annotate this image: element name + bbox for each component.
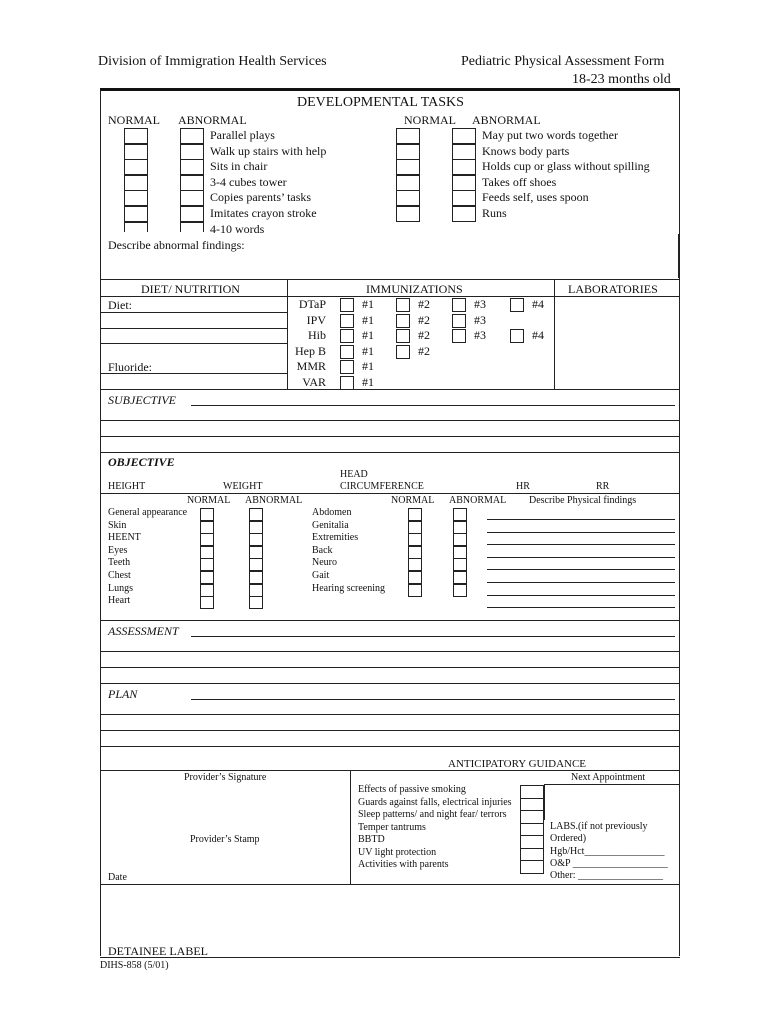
detainee-label: DETAINEE LABEL — [108, 944, 209, 958]
normal-checkbox[interactable] — [396, 175, 420, 191]
objective-bottom-rule — [100, 620, 680, 621]
dose-checkbox[interactable] — [340, 314, 354, 328]
dev-task-label: 4-10 words — [210, 221, 265, 236]
assessment-label: ASSESSMENT — [108, 624, 179, 638]
dev-task-label: Sits in chair — [210, 159, 268, 174]
plan-line[interactable] — [100, 746, 680, 747]
abnormal-checkbox[interactable] — [180, 222, 204, 232]
abnormal-checkbox[interactable] — [180, 144, 204, 160]
dose-label: #3 — [474, 328, 486, 342]
plan-line[interactable] — [100, 730, 680, 731]
vaccine-label: Hep B — [295, 343, 326, 358]
abnormal-checkbox[interactable] — [180, 159, 204, 175]
abnormal-checkbox[interactable] — [452, 128, 476, 144]
findings-line[interactable] — [487, 519, 675, 520]
plan-label: PLAN — [108, 687, 138, 701]
exam-item-label: Abdomen — [312, 507, 352, 518]
appointment-rule — [544, 784, 679, 785]
diet-label: Diet: — [108, 298, 132, 312]
diet-title: DIET/ NUTRITION — [141, 282, 240, 296]
form-title: Pediatric Physical Assessment Form — [461, 54, 665, 69]
dose-checkbox[interactable] — [340, 298, 354, 312]
normal-checkbox[interactable] — [408, 584, 422, 597]
subjective-top-rule — [100, 389, 680, 390]
dose-label: #2 — [418, 328, 430, 342]
dose-label: #4 — [532, 328, 544, 342]
abnormal-checkbox[interactable] — [452, 159, 476, 175]
exam-item-label: Back — [312, 544, 333, 556]
normal-checkbox[interactable] — [124, 222, 148, 232]
abnormal-checkbox[interactable] — [249, 521, 263, 534]
dev-abnormal-right: ABNORMAL — [472, 113, 541, 127]
diet-line — [100, 312, 287, 313]
height-label: HEIGHT — [108, 481, 146, 492]
abnormal-checkbox[interactable] — [249, 584, 263, 597]
exam-item-label: Eyes — [108, 544, 128, 556]
abnormal-checkbox[interactable] — [249, 546, 263, 559]
age-range: 18-23 months old — [572, 72, 671, 87]
circumference-label: CIRCUMFERENCE — [340, 481, 424, 492]
dev-task-label: Walk up stairs with help — [210, 143, 327, 158]
plan-line[interactable] — [191, 699, 675, 700]
subjective-label: SUBJECTIVE — [108, 393, 176, 407]
lab-item-label: Other: _________________ — [550, 870, 664, 882]
bottom-mid-rule — [100, 884, 680, 885]
agency-name: Division of Immigration Health Services — [98, 54, 327, 69]
dose-label: #2 — [418, 297, 430, 311]
vitals-rule — [100, 493, 680, 494]
dose-label: #1 — [362, 297, 374, 311]
dose-checkbox[interactable] — [452, 314, 466, 328]
dev-abnormal-left: ABNORMAL — [178, 113, 247, 127]
subjective-line[interactable] — [100, 420, 680, 421]
exam-item-label: Neuro — [312, 557, 337, 569]
plan-line[interactable] — [100, 714, 680, 715]
frame-right — [679, 90, 680, 956]
normal-checkbox[interactable] — [124, 175, 148, 191]
normal-checkbox[interactable] — [408, 571, 422, 584]
guidance-item-label: UV light protection — [358, 846, 437, 858]
dev-title: DEVELOPMENTAL TASKS — [297, 95, 464, 110]
dose-checkbox[interactable] — [396, 314, 410, 328]
abnormal-checkbox[interactable] — [452, 144, 476, 160]
normal-checkbox[interactable] — [200, 546, 214, 559]
obj-abnormal-left: ABNORMAL — [245, 495, 303, 506]
abnormal-checkbox[interactable] — [180, 190, 204, 206]
diet-line — [100, 328, 287, 329]
subjective-line[interactable] — [191, 405, 675, 406]
normal-checkbox[interactable] — [200, 584, 214, 597]
abnormal-findings-label: Describe abnormal findings: — [108, 238, 245, 252]
normal-checkbox[interactable] — [124, 159, 148, 175]
dev-bottom-rule — [100, 279, 680, 280]
provider-signature-label: Provider’s Signature — [184, 772, 267, 783]
normal-checkbox[interactable] — [200, 521, 214, 534]
dev-task-label: May put two words together — [482, 128, 618, 142]
normal-checkbox[interactable] — [408, 533, 422, 546]
rr-label: RR — [596, 481, 610, 492]
hr-label: HR — [516, 481, 530, 492]
dev-normal-left: NORMAL — [108, 113, 161, 127]
provider-stamp-label: Provider’s Stamp — [190, 834, 260, 845]
vaccine-label: MMR — [296, 359, 326, 373]
vaccine-label: VAR — [302, 374, 326, 389]
dose-label: #1 — [362, 359, 374, 373]
findings-line[interactable] — [487, 532, 675, 533]
dev-task-label: Feeds self, uses spoon — [482, 190, 589, 205]
abnormal-checkbox[interactable] — [453, 521, 467, 534]
dose-checkbox[interactable] — [510, 298, 524, 312]
findings-line[interactable] — [487, 595, 675, 596]
normal-checkbox[interactable] — [124, 206, 148, 222]
normal-checkbox[interactable] — [408, 546, 422, 559]
normal-checkbox[interactable] — [200, 508, 214, 521]
abnormal-checkbox[interactable] — [453, 584, 467, 597]
diet-header-rule — [100, 296, 680, 297]
guidance-item-label: Effects of passive smoking — [358, 784, 466, 795]
abnormal-checkbox[interactable] — [180, 206, 204, 222]
dev-task-label: Parallel plays — [210, 128, 275, 142]
dose-label: #2 — [418, 343, 430, 358]
obj-normal-left: NORMAL — [187, 495, 231, 506]
dose-label: #3 — [474, 297, 486, 311]
normal-checkbox[interactable] — [408, 508, 422, 521]
vaccine-label: DTaP — [298, 297, 326, 311]
dose-checkbox[interactable] — [396, 329, 410, 343]
normal-checkbox[interactable] — [396, 128, 420, 144]
abnormal-checkbox[interactable] — [453, 558, 467, 571]
lab-item-label: LABS.(if not previously — [550, 821, 648, 832]
normal-checkbox[interactable] — [200, 533, 214, 546]
fluoride-label: Fluoride: — [108, 360, 152, 374]
dose-label: #1 — [362, 343, 374, 358]
fluoride-line — [100, 373, 287, 374]
lab-item-label: Ordered) — [550, 833, 587, 845]
dev-task-label: Imitates crayon stroke — [210, 206, 317, 220]
normal-checkbox[interactable] — [200, 558, 214, 571]
exam-item-label: HEENT — [108, 532, 141, 544]
abnormal-checkbox[interactable] — [453, 533, 467, 546]
assessment-line[interactable] — [191, 636, 675, 637]
dev-task-label: 3-4 cubes tower — [210, 174, 287, 189]
dev-normal-right: NORMAL — [404, 113, 457, 127]
bottom-rule — [100, 957, 680, 958]
abnormal-checkbox[interactable] — [180, 128, 204, 144]
dose-checkbox[interactable] — [452, 298, 466, 312]
dose-checkbox[interactable] — [340, 345, 354, 359]
signature-divider — [350, 770, 351, 884]
dev-task-label: Takes off shoes — [482, 174, 557, 189]
labs-divider — [554, 280, 555, 389]
normal-checkbox[interactable] — [124, 128, 148, 144]
findings-line[interactable] — [487, 557, 675, 558]
guidance-checkbox[interactable] — [520, 860, 544, 874]
obj-normal-right: NORMAL — [391, 495, 435, 506]
guidance-item-label: Sleep patterns/ and night fear/ terrors — [358, 809, 507, 820]
diet-divider — [287, 280, 288, 389]
appointment-left-edge — [544, 784, 545, 820]
dose-label: #1 — [362, 328, 374, 342]
exam-item-label: General appearance — [108, 507, 188, 518]
abnormal-checkbox[interactable] — [452, 206, 476, 222]
normal-checkbox[interactable] — [396, 206, 420, 222]
head-label: HEAD — [340, 469, 368, 480]
normal-checkbox[interactable] — [124, 144, 148, 160]
dev-task-label: Knows body parts — [482, 143, 570, 158]
dev-task-label: Runs — [482, 206, 507, 220]
exam-item-label: Skin — [108, 519, 127, 531]
vaccine-label: IPV — [306, 312, 326, 327]
dose-checkbox[interactable] — [340, 376, 354, 390]
abnormal-checkbox[interactable] — [452, 190, 476, 206]
lab-item-label: Hgb/Hct________________ — [550, 845, 665, 857]
abnormal-checkbox[interactable] — [249, 533, 263, 546]
assessment-line[interactable] — [100, 667, 680, 668]
describe-findings-label: Describe Physical findings — [529, 495, 637, 506]
normal-checkbox[interactable] — [200, 596, 214, 609]
dose-checkbox[interactable] — [340, 329, 354, 343]
date-label: Date — [108, 872, 127, 883]
dose-checkbox[interactable] — [340, 360, 354, 374]
anticipatory-guidance-title: ANTICIPATORY GUIDANCE — [448, 758, 587, 770]
exam-item-label: Lungs — [108, 582, 133, 594]
exam-item-label: Teeth — [108, 557, 131, 569]
lab-item-label: O&P ___________________ — [550, 857, 668, 869]
normal-checkbox[interactable] — [408, 521, 422, 534]
normal-checkbox[interactable] — [408, 558, 422, 571]
exam-item-label: Genitalia — [312, 519, 349, 531]
findings-line[interactable] — [487, 582, 675, 583]
obj-abnormal-right: ABNORMAL — [449, 495, 507, 506]
dose-label: #1 — [362, 312, 374, 327]
subjective-line[interactable] — [100, 452, 680, 453]
normal-checkbox[interactable] — [396, 144, 420, 160]
findings-line[interactable] — [487, 544, 675, 545]
dose-checkbox[interactable] — [452, 329, 466, 343]
immunizations-title: IMMUNIZATIONS — [366, 282, 463, 296]
guidance-item-label: Guards against falls, electrical injuries — [358, 796, 512, 808]
dose-label: #4 — [532, 297, 544, 311]
abnormal-checkbox[interactable] — [249, 571, 263, 584]
guidance-item-label: Temper tantrums — [358, 821, 426, 833]
dose-label: #2 — [418, 312, 430, 327]
objective-label: OBJECTIVE — [108, 455, 175, 469]
abnormal-checkbox[interactable] — [249, 596, 263, 609]
exam-item-label: Hearing screening — [312, 582, 386, 594]
dev-task-label: Holds cup or glass without spilling — [482, 159, 650, 174]
exam-item-label: Gait — [312, 570, 330, 581]
abnormal-checkbox[interactable] — [453, 546, 467, 559]
abnormal-checkbox[interactable] — [452, 175, 476, 191]
findings-line[interactable] — [487, 607, 675, 608]
dose-checkbox[interactable] — [396, 298, 410, 312]
normal-checkbox[interactable] — [200, 571, 214, 584]
diet-line — [100, 343, 287, 344]
dev-task-label: Copies parents’ tasks — [210, 190, 312, 205]
dose-checkbox[interactable] — [510, 329, 524, 343]
next-appointment-label: Next Appointment — [571, 772, 646, 783]
normal-checkbox[interactable] — [124, 190, 148, 206]
exam-item-label: Chest — [108, 570, 131, 581]
vaccine-label: Hib — [308, 328, 326, 342]
abnormal-checkbox[interactable] — [180, 175, 204, 191]
top-rule — [100, 88, 680, 91]
abnormal-checkbox[interactable] — [453, 571, 467, 584]
weight-label: WEIGHT — [223, 481, 263, 492]
abnormal-checkbox[interactable] — [249, 508, 263, 521]
laboratories-title: LABORATORIES — [568, 282, 658, 296]
abnormal-checkbox[interactable] — [249, 558, 263, 571]
dose-checkbox[interactable] — [396, 345, 410, 359]
form-number: DIHS-858 (5/01) — [100, 960, 169, 971]
bottom-top-rule — [100, 770, 680, 771]
normal-checkbox[interactable] — [396, 159, 420, 175]
exam-item-label: Extremities — [312, 532, 359, 544]
frame-left — [100, 90, 101, 956]
exam-item-label: Heart — [108, 595, 131, 607]
subjective-line[interactable] — [100, 436, 680, 437]
assessment-line[interactable] — [100, 683, 680, 684]
findings-line[interactable] — [487, 569, 675, 570]
dose-label: #3 — [474, 312, 486, 327]
findings-right-edge — [678, 234, 679, 278]
dose-label: #1 — [362, 374, 374, 389]
abnormal-checkbox[interactable] — [453, 508, 467, 521]
guidance-item-label: Activities with parents — [358, 859, 449, 870]
guidance-item-label: BBTD — [358, 834, 385, 845]
assessment-line[interactable] — [100, 651, 680, 652]
normal-checkbox[interactable] — [396, 190, 420, 206]
